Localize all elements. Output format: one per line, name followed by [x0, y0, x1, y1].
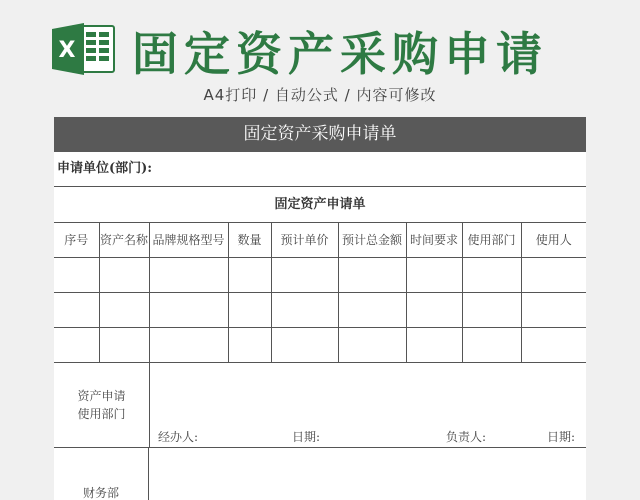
table-cell[interactable] [228, 293, 271, 328]
table-cell[interactable] [99, 328, 149, 363]
finance-section [54, 448, 586, 500]
column-header: 使用人 [521, 223, 586, 258]
table-row [54, 293, 586, 328]
column-header: 时间要求 [406, 223, 462, 258]
table-cell[interactable] [149, 293, 228, 328]
page-title: 固定资产采购申请 [132, 27, 548, 81]
table-cell[interactable] [338, 293, 406, 328]
table-cell[interactable] [271, 258, 338, 293]
date-label: 日期: [547, 430, 576, 444]
page-header [0, 0, 640, 112]
finance-label [54, 448, 149, 500]
section-label-line: 财务部 [82, 486, 119, 500]
excel-logo-icon [50, 22, 116, 76]
table-cell[interactable] [406, 293, 462, 328]
table-cell[interactable] [462, 293, 521, 328]
table-cell[interactable] [54, 258, 99, 293]
form-title: 固定资产申请单 [54, 187, 586, 223]
table-cell[interactable] [99, 258, 149, 293]
table-row [54, 328, 586, 363]
applicant-department-label [54, 363, 150, 447]
logo-letter: X [58, 38, 76, 63]
table-cell[interactable] [271, 293, 338, 328]
page-subtitle: A4打印 / 自动公式 / 内容可修改 [203, 86, 437, 104]
table-cell[interactable] [338, 258, 406, 293]
column-header: 序号 [54, 223, 99, 258]
column-header: 品牌规格型号 [149, 223, 228, 258]
table-cell[interactable] [406, 258, 462, 293]
table-cell[interactable] [228, 328, 271, 363]
table-cell[interactable] [521, 328, 586, 363]
table-cell[interactable] [149, 258, 228, 293]
table-row [54, 258, 586, 293]
asset-table [54, 223, 586, 363]
column-header: 数量 [228, 223, 271, 258]
form-sheet [54, 117, 586, 500]
table-cell[interactable] [149, 328, 228, 363]
section-label-line: 资产申请 [77, 389, 126, 403]
column-header: 预计总金额 [338, 223, 406, 258]
table-cell[interactable] [228, 258, 271, 293]
handler-label: 经办人: [158, 430, 199, 444]
table-cell[interactable] [462, 328, 521, 363]
table-cell[interactable] [54, 293, 99, 328]
table-cell[interactable] [338, 328, 406, 363]
applicant-department-section [54, 363, 586, 448]
table-cell[interactable] [462, 258, 521, 293]
table-cell[interactable] [99, 293, 149, 328]
responsible-label: 负责人: [446, 430, 487, 444]
table-cell[interactable] [521, 258, 586, 293]
section-label-line: 使用部门 [77, 407, 126, 421]
column-header: 预计单价 [271, 223, 338, 258]
column-header: 使用部门 [462, 223, 521, 258]
column-header: 资产名称 [99, 223, 149, 258]
table-cell[interactable] [271, 328, 338, 363]
sheet-title: 固定资产采购申请单 [54, 117, 586, 152]
applicant-unit-row[interactable] [54, 152, 586, 187]
table-header-row [54, 223, 586, 258]
table-cell[interactable] [406, 328, 462, 363]
applicant-unit-label: 申请单位(部门): [57, 161, 153, 176]
table-cell[interactable] [521, 293, 586, 328]
table-cell[interactable] [54, 328, 99, 363]
date-label: 日期: [292, 430, 321, 444]
